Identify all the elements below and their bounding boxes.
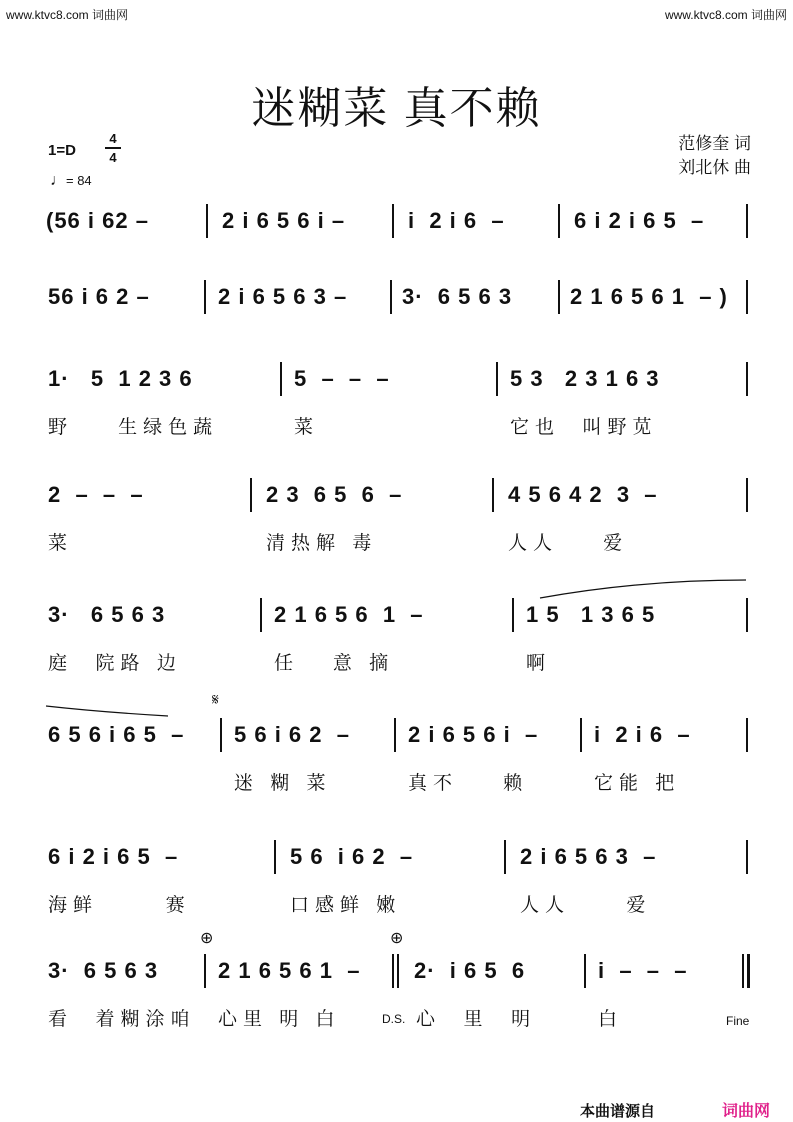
lyric: 心里 明 白 [218,1009,341,1030]
measure: i 2 i 6 – [594,722,691,747]
tempo-mark [50,172,92,190]
measure: 2 3 6 5 6 – [266,482,403,507]
lyric: 菜 [48,533,74,554]
lyric: 它也 叫野苋 [510,417,658,438]
watermark-left: www.ktvc8.com 词曲网 [6,8,129,22]
measure: 3· 6 5 6 3 [402,284,513,309]
lyric: 庭 院路 边 [48,653,182,674]
measure: 2 i 6 5 6 3 – [218,284,348,309]
measure: 2 1 6 5 6 1 – [218,958,361,983]
lyric: 心 里 明 [416,1009,537,1030]
song-title: 迷糊菜 真不赖 [251,84,542,133]
measure: 56 i 6 2 – [48,284,150,309]
composer: 刘北休 曲 [678,158,751,177]
score-row-4 [0,482,793,582]
segno-icon: 𝄋 [212,692,219,709]
footer-source: 本曲谱源自 [580,1103,656,1120]
measure: 5 6 i 6 2 – [290,844,414,869]
lyric: 任 意 摘 [274,653,395,674]
measure: 5 – – – [294,366,390,391]
measure: 6 i 2 i 6 5 – [48,844,179,869]
measure: 2· i 6 5 6 [414,958,526,983]
lyricist: 范修奎 词 [678,134,751,153]
measure: 2 i 6 5 6 i – [408,722,539,747]
score-row-6 [0,692,793,822]
measure: 4 5 6 4 2 3 – [508,482,658,507]
lyric: 人人 爱 [508,533,629,554]
measure: 5 6 i 6 2 – [234,722,350,747]
tempo-value: = 84 [66,173,92,188]
lyric: 海鲜 赛 [48,895,191,916]
time-signature [105,131,121,165]
measure: i – – – [598,958,688,983]
measure: 2 – – – [48,482,144,507]
lyric: 啊 [526,653,552,674]
meter-top: 4 [109,131,117,146]
meter-bottom: 4 [109,150,117,165]
score-row-3 [0,366,793,466]
lyric: 清热解 毒 [266,533,378,554]
ds-marking: D.S. [382,1012,406,1026]
lyric: 白 [598,1009,624,1030]
measure: i 2 i 6 – [408,208,505,233]
lyric: 菜 [294,417,320,438]
measure: 2 1 6 5 6 1 – [274,602,424,627]
score-row-5 [0,602,793,702]
watermark-right: www.ktvc8.com 词曲网 [664,8,787,22]
measure: 6 5 6 i 6 5 – [48,722,185,747]
fine-marking: Fine [726,1014,750,1028]
quarter-note-icon: ♩ [50,172,66,189]
footer-logo[interactable]: 词曲网 [722,1103,771,1120]
measure: 3· 6 5 6 3 [48,958,159,983]
coda-icon: ⊕ [390,930,404,947]
lyric: 口感鲜 嫩 [290,895,402,916]
lyric: 真不 赖 [408,773,529,794]
measure: 3· 6 5 6 3 [48,602,166,627]
measure: (56 i 62 – [46,208,149,233]
lyric: 迷 糊 菜 [234,773,332,794]
lyric: 看 着糊涂咱 [48,1009,196,1030]
lyric: 人人 爱 [520,895,652,916]
score-row-8 [0,930,793,1058]
measure: 2 1 6 5 6 1 – ) [570,284,728,309]
key-signature: 1=D [48,142,76,159]
measure: 5 3 2 3 1 6 3 [510,366,660,391]
measure: 2 i 6 5 6 3 – [520,844,657,869]
lyric: 它能 把 [594,773,681,794]
measure: 6 i 2 i 6 5 – [574,208,705,233]
measure: 1· 5 1 2 3 6 [48,366,193,391]
lyric: 野 生绿色蔬 [48,417,219,438]
measure: 2 i 6 5 6 i – [222,208,346,233]
coda-icon: ⊕ [200,930,214,947]
credits [678,132,751,180]
measure: 1 5 1 3 6 5 [526,602,656,627]
